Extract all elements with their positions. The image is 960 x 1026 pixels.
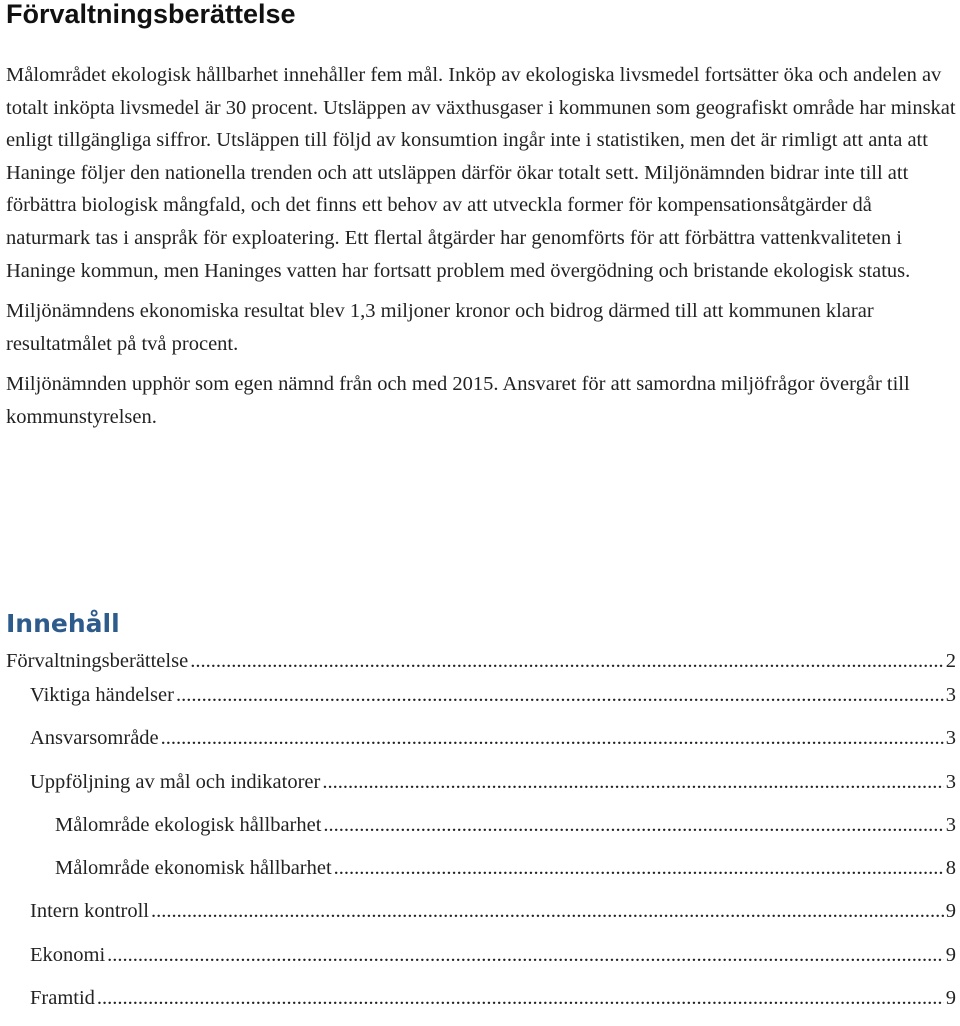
toc-entry-page: 3 xyxy=(945,770,956,793)
toc-entry-malomrade-ekonomisk[interactable] xyxy=(6,853,956,896)
toc-dot-leader xyxy=(190,646,944,676)
toc-dot-leader xyxy=(97,983,944,1013)
toc-entry-label: Intern kontroll xyxy=(30,900,149,923)
toc-entry-label: Uppföljning av mål och indikatorer xyxy=(30,770,321,793)
toc-entry-label: Ekonomi xyxy=(30,943,106,966)
table-of-contents xyxy=(6,646,956,1026)
toc-title: Innehåll xyxy=(6,609,120,638)
toc-entry-page: 3 xyxy=(945,813,956,836)
toc-entry-page: 9 xyxy=(945,900,956,923)
body-text xyxy=(6,59,956,442)
paragraph-goals: Målområdet ekologisk hållbarhet innehåller fem mål. Inköp av ekologiska livsmedel fortsätter öka och andelen av totalt inköpta livsmedel är 30 procent. Utsläppen av växthusgaser i kommunen som geografiskt område har minskat enligt tillgängliga siffror. Utsläppen till följd av konsumtion ingår inte i statistiken, men det är rimligt att anta att Haninge följer den nationella trenden och att utsläppen därför ökar totalt sett. Miljönämnden bidrar inte till att förbättra biologisk mångfald, och det finns ett behov av att utveckla former för kompensationsåtgärder då naturmark tas i anspråk för exploatering. Ett flertal åtgärder har genomförts för att förbättra vattenkvaliteten i Haninge kommun, men Haninges vatten har fortsatt problem med övergödning och bristande ekologisk status. xyxy=(6,64,956,282)
toc-entry-page: 2 xyxy=(945,650,956,672)
toc-entry-page: 3 xyxy=(945,727,956,750)
toc-entry-ansvarsomrade[interactable] xyxy=(6,723,956,766)
toc-entry-label: Målområde ekologisk hållbarhet xyxy=(55,813,322,836)
toc-entry-ekonomi[interactable] xyxy=(6,940,956,983)
toc-dot-leader xyxy=(107,940,944,970)
toc-entry-page: 3 xyxy=(945,684,956,706)
toc-dot-leader xyxy=(323,810,943,840)
toc-dot-leader xyxy=(161,723,944,753)
toc-entry-label: Framtid xyxy=(30,987,95,1010)
toc-entry-label: Förvaltningsberättelse xyxy=(6,650,189,672)
toc-entry-page: 8 xyxy=(945,857,956,880)
paragraph-future: Miljönämnden upphör som egen nämnd från och med 2015. Ansvaret för att samordna miljöfrågor övergår till kommunstyrelsen. xyxy=(6,373,910,428)
toc-entry-viktiga-handelser[interactable] xyxy=(6,680,956,723)
toc-dot-leader xyxy=(151,896,944,926)
page-heading: Förvaltningsberättelse xyxy=(6,0,296,29)
toc-dot-leader xyxy=(322,767,943,797)
toc-dot-leader xyxy=(334,853,944,883)
toc-entry-label: Viktiga händelser xyxy=(30,684,174,706)
toc-entry-label: Målområde ekonomisk hållbarhet xyxy=(55,857,332,880)
toc-entry-page: 9 xyxy=(945,987,956,1010)
toc-entry-uppfoljning[interactable] xyxy=(6,767,956,810)
paragraph-economy: Miljönämndens ekonomiska resultat blev 1,3 miljoner kronor och bidrog därmed till att kommunen klarar resultatmålet på två procent. xyxy=(6,300,874,355)
toc-entry-framtid[interactable] xyxy=(6,983,956,1026)
toc-entry-label: Ansvarsområde xyxy=(30,727,159,750)
toc-entry-intern-kontroll[interactable] xyxy=(6,896,956,939)
toc-dot-leader xyxy=(176,680,944,710)
toc-entry-page: 9 xyxy=(945,943,956,966)
toc-entry-forvaltningsberattelse[interactable] xyxy=(6,646,956,680)
toc-entry-malomrade-ekologisk[interactable] xyxy=(6,810,956,853)
